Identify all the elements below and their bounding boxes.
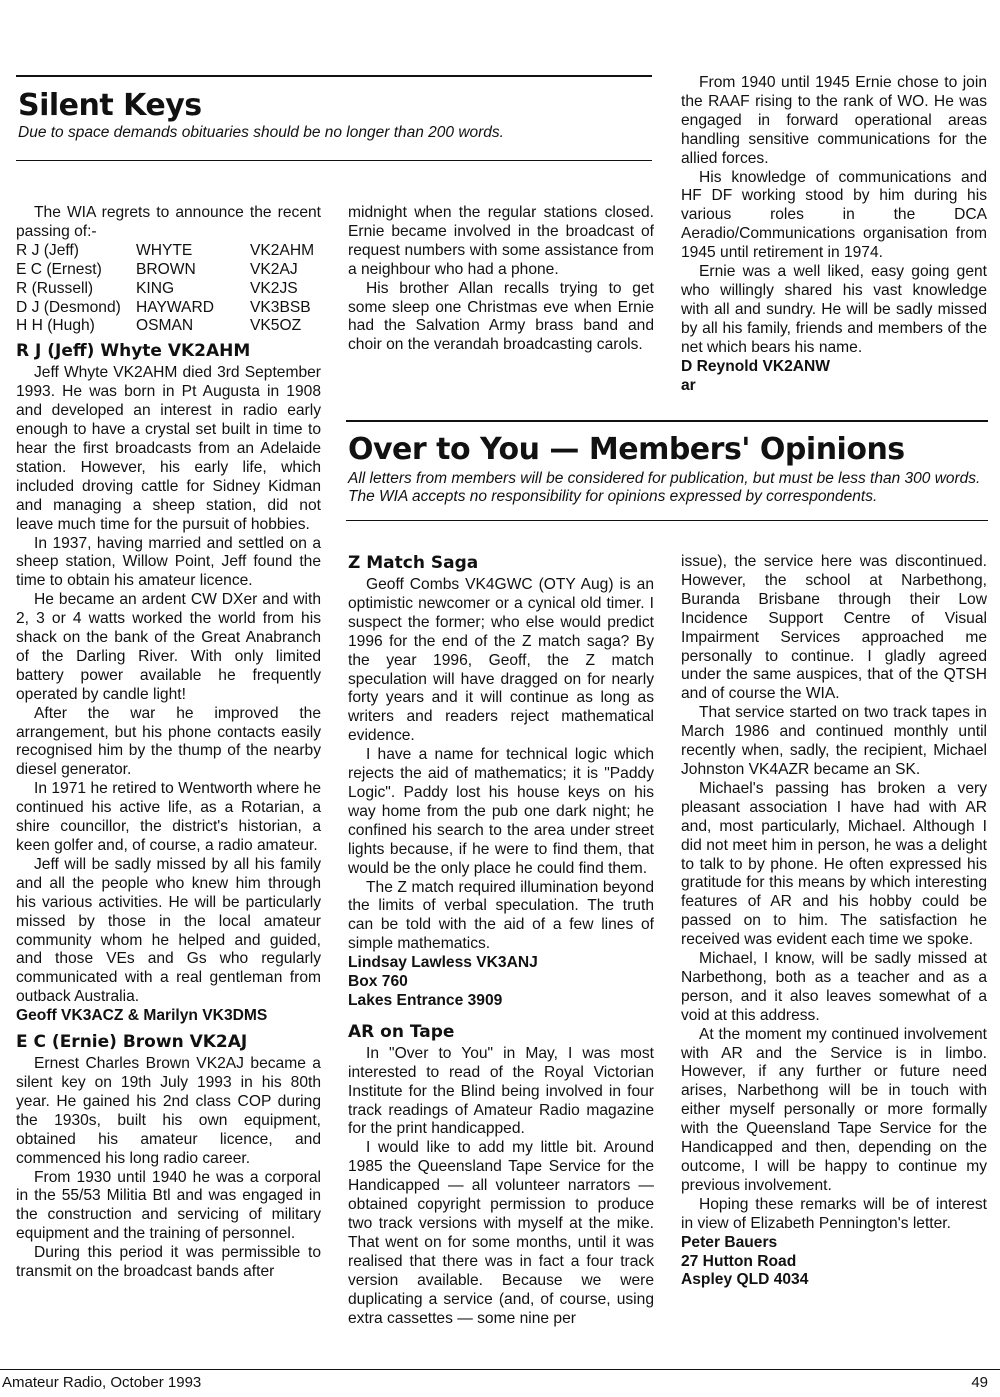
artape-para: Michael, I know, will be sadly missed at Narbethong, both as a teacher and as a person, and it also leaves somewhat of a void at this address. bbox=[681, 950, 987, 1024]
table-row: H H (Hugh) OSMAN VK5OZ bbox=[16, 317, 302, 335]
whyte-para: In 1971 he retired to Wentworth where he continued his active life, as a Rotarian, a shire councillor, the district's historian, a keen golfer and, of course, a radio amateur. bbox=[16, 780, 321, 854]
artape-para: Hoping these remarks will be of interest in view of Elizabeth Pennington's letter. bbox=[681, 1195, 987, 1232]
whyte-para: Jeff will be sadly missed by all his family and all the people who knew him through his various activities. He will be particularly missed by those in the local amateur community whom he helped and guided, and those VEs and Gs who regularly communicated with a real gentleman from outback Australia. bbox=[16, 855, 321, 1006]
brown-para: Ernest Charles Brown VK2AJ became a silent key on 19th July 1993 in his 80th year. He gained his 2nd class COP during the 1930s, built his own equipment, obtained his amateur licence, and commenced his long radio career. bbox=[16, 1055, 321, 1167]
brown-heading: E C (Ernie) Brown VK2AJ bbox=[16, 1032, 248, 1053]
over-to-you-top-rule bbox=[346, 420, 988, 422]
brown-para: His brother Allan recalls trying to get some sleep one Christmas eve when Ernie had the Salvation Army brass band and choir on the verandah broadcasting carols. bbox=[348, 279, 654, 354]
zmatch-address: Box 760 bbox=[348, 973, 408, 991]
brown-para: From 1940 until 1945 Ernie chose to join the RAAF rising to the rank of WO. He was engaged in forward operational areas handling sensitive communications for the allied forces. bbox=[681, 74, 987, 167]
footer-rule bbox=[0, 1369, 1000, 1370]
brown-para: From 1930 until 1940 he was a corporal in the 55/53 Militia Btl and was engaged in the construction and servicing of military equipment and the training of personnel. bbox=[16, 1168, 321, 1243]
column-1 bbox=[16, 204, 321, 1282]
silent-keys-title: Silent Keys bbox=[18, 88, 202, 123]
brown-para: During this period it was permissible to transmit on the broadcast bands after bbox=[16, 1244, 321, 1281]
brown-para: midnight when the regular stations closed. Ernie became involved in the broadcast of request numbers with some assistance from a neighbour who had a phone. bbox=[348, 204, 654, 278]
whyte-signature: Geoff VK3ACZ & Marilyn VK3DMS bbox=[16, 1007, 268, 1025]
column-2-top bbox=[348, 204, 654, 355]
column-3-top bbox=[681, 74, 987, 395]
whyte-heading: R J (Jeff) Whyte VK2AHM bbox=[16, 341, 251, 362]
whyte-para: After the war he improved the arrangement, but his phone contacts easily recognised him by the thump of the nearby diesel generator. bbox=[16, 704, 321, 779]
artape-para: In "Over to You" in May, I was most interested to read of the Royal Victorian Institute for the Blind being involved in four track readings of Amateur Radio magazine for the print handicapped. bbox=[348, 1044, 654, 1138]
intro-text: The WIA regrets to announce the recent passing of:- bbox=[16, 204, 321, 240]
table-row: E C (Ernest) BROWN VK2AJ bbox=[16, 260, 298, 278]
zmatch-para: The Z match required illumination beyond the limits of verbal speculation. The truth can be told with the aid of a few lines of simple mathematics. bbox=[348, 878, 654, 953]
over-to-you-rule bbox=[346, 520, 988, 521]
column-3-bottom bbox=[681, 553, 987, 1290]
over-to-you-title: Over to You — Members' Opinions bbox=[348, 432, 905, 467]
zmatch-para: Geoff Combs VK4GWC (OTY Aug) is an optimistic newcomer or a cynical old timer. I suspect the former; who else would predict 1996 for the end of the Z match saga? By the year 1996, Geoff, the Z match speculation will have dragged on for nearly forty years and it will continue as long as writers and readers reject mathematical evidence. bbox=[348, 576, 654, 745]
artape-signature: Peter Bauers bbox=[681, 1233, 778, 1251]
artape-heading: AR on Tape bbox=[348, 1021, 455, 1042]
brown-para: His knowledge of communications and HF DF working stood by him during his various roles in the DCA Aeradio/Communications organisation from 1945 until retirement in 1974. bbox=[681, 168, 987, 262]
zmatch-signature: Lindsay Lawless VK3ANJ bbox=[348, 954, 538, 972]
over-to-you-subtitle: All letters from members will be considered for publication, but must be less than 300 words. The WIA accepts no responsibility for opinions expressed by correspondents. bbox=[348, 470, 981, 505]
brown-signature: D Reynold VK2ANW bbox=[681, 357, 831, 375]
brown-para: Ernie was a well liked, easy going gent who willingly shared his vast knowledge with all and sundry. He will be sadly missed by all his family, friends and members of the net which bears his name. bbox=[681, 263, 987, 356]
whyte-para: Jeff Whyte VK2AHM died 3rd September 1993. He was born in Pt Augusta in 1908 and developed an interest in radio early enough to have a crystal set built in time to hear the first broadcasts from an Adelaide station. However, his early life, which included droving cattle for Sidney Kidman and managing a sheep station, did not leave much time for the pursuit of hobbies. bbox=[16, 364, 321, 533]
top-rule-left bbox=[16, 75, 652, 77]
artape-address: 27 Hutton Road bbox=[681, 1252, 797, 1270]
table-row: R (Russell) KING VK2JS bbox=[16, 279, 298, 297]
footer-publication: Amateur Radio, October 1993 bbox=[2, 1374, 202, 1391]
artape-address: Aspley QLD 4034 bbox=[681, 1271, 809, 1289]
zmatch-heading: Z Match Saga bbox=[348, 553, 479, 573]
column-2-bottom bbox=[348, 551, 654, 1328]
silent-keys-subtitle: Due to space demands obituaries should be no longer than 200 words. bbox=[18, 124, 504, 141]
whyte-para: In 1937, having married and settled on a sheep station, Willow Point, Jeff found the time to obtain his amateur licence. bbox=[16, 534, 321, 590]
artape-para: At the moment my continued involvement with AR and the Service is in limbo. However, if any further or future need arises, Narbethong will be in touch with either myself personally or more formally with the Queensland Tape Service for the Handicapped and then, depending on the outcome, I will be happy to continue my previous involvement. bbox=[681, 1025, 987, 1194]
table-row: R J (Jeff) WHYTE VK2AHM bbox=[16, 241, 315, 259]
silent-keys-rule bbox=[16, 160, 652, 161]
table-row: D J (Desmond) HAYWARD VK3BSB bbox=[16, 298, 311, 316]
whyte-para: He became an ardent CW DXer and with 2, 3 or 4 watts worked the world from his shack on the bank of the Great Anabranch of the Darling River. With only limited battery power available he frequently operated by candle light! bbox=[16, 591, 321, 703]
zmatch-para: I have a name for technical logic which rejects the aid of mathematics; it is "Paddy Logic". Paddy lost his house keys on his way home from the pub one dark night; he confined his search to the area under street lights because, if he were to find them, that would be the only place he could find them. bbox=[348, 746, 654, 877]
zmatch-address: Lakes Entrance 3909 bbox=[348, 991, 503, 1009]
artape-para: That service started on two track tapes in March 1986 and continued monthly until recently when, sadly, the recipient, Michael Johnston VK4AZR became an SK. bbox=[681, 704, 987, 778]
footer-page-number: 49 bbox=[971, 1374, 988, 1391]
passings-table bbox=[16, 242, 321, 337]
artape-para: issue), the service here was discontinued. However, the school at Narbethong, Buranda Brisbane through their Low Incidence Support Centre of Visual Impairment Services approached me personally to continue. I gladly agreed under the same auspices, that of the QTSH and of course the WIA. bbox=[681, 553, 987, 703]
artape-para: Michael's passing has broken a very pleasant association I have had with AR and, most particularly, Michael. Although I did not meet him in person, he was a delight to talk to by phone. He often expressed his gratitude for this means by which interesting features of AR and his hobby could be passed on to him. The satisfaction he received was evident each time we spoke. bbox=[681, 779, 987, 949]
artape-para: I would like to add my little bit. Around 1985 the Queensland Tape Service for the Handicapped — all volunteer narrators — obtained copyright permission to produce two track versions with myself at the mike. That went on for some months, until it was realised that there was in fact a four track version available. Because we were duplicating a service (and, of course, using extra cassettes — some nine per bbox=[348, 1139, 654, 1327]
end-mark: ar bbox=[681, 376, 696, 394]
